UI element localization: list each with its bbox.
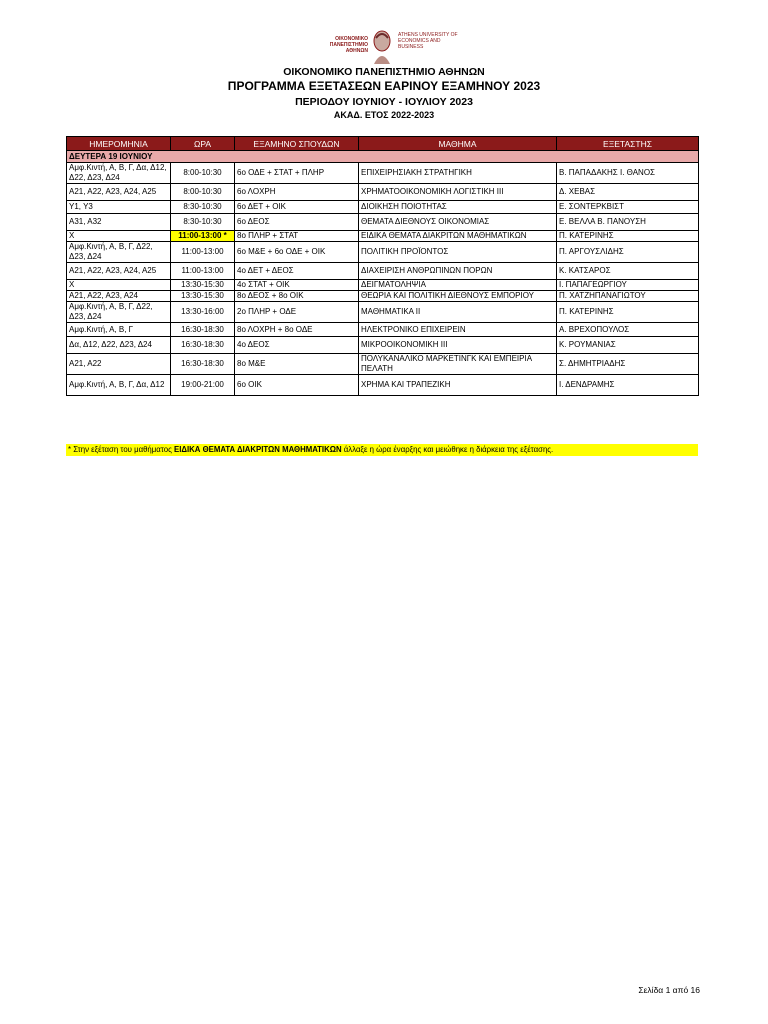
note-suffix: άλλαξε η ώρα έναρξης και μειώθηκε η διάρκεια της εξέτασης.: [341, 445, 554, 454]
rooms-cell: Υ1, Υ3: [67, 201, 171, 214]
rooms-cell: Α21, Α22, Α23, Α24, Α25: [67, 263, 171, 280]
table-row: [67, 291, 699, 302]
examiner-cell: Π. ΚΑΤΕΡΙΝΗΣ: [557, 231, 699, 242]
note-prefix: * Στην εξέταση του μαθήματος: [68, 445, 175, 454]
logo-left-text: ΟΙΚΟΝΟΜΙΚΟ ΠΑΝΕΠΙΣΤΗΜΙΟ ΑΘΗΝΩΝ: [329, 36, 368, 54]
examiner-cell: Π. ΚΑΤΕΡΙΝΗΣ: [557, 302, 699, 323]
time-cell: 11:00-13:00: [171, 242, 235, 263]
rooms-cell: Α21, Α22: [67, 354, 171, 375]
logo-right-text: ATHENS UNIVERSITY OF ECONOMICS AND BUSINESS: [398, 32, 458, 50]
table-header-row: [67, 137, 699, 151]
examiner-cell: Β. ΠΑΠΑΔΑΚΗΣ Ι. ΘΑΝΟΣ: [557, 163, 699, 184]
page-title: ΠΡΟΓΡΑΜΜΑ ΕΞΕΤΑΣΕΩΝ ΕΑΡΙΝΟΥ ΕΞΑΜΗΝΟΥ 2023: [227, 79, 541, 93]
semester-cell: 8ο ΠΛΗΡ + ΣΤΑΤ: [235, 231, 359, 242]
rooms-cell: Αμφ.Κιντή, Α, Β, Γ, Δα, Δ12, Δ22, Δ23, Δ24: [67, 163, 171, 184]
academic-year: ΑΚΑΔ. ΕΤΟΣ 2022-2023: [333, 110, 435, 120]
semester-cell: 6ο Μ&Ε + 6ο ΟΔΕ + ΟΙΚ: [235, 242, 359, 263]
semester-cell: 6ο ΛΟΧΡΗ: [235, 184, 359, 201]
course-cell: ΘΕΜΑΤΑ ΔΙΕΘΝΟΥΣ ΟΙΚΟΝΟΜΙΑΣ: [359, 214, 557, 231]
university-logo: [312, 28, 462, 70]
semester-cell: 6ο ΟΔΕ + ΣΤΑΤ + ΠΛΗΡ: [235, 163, 359, 184]
semester-cell: 4ο ΔΕΤ + ΔΕΟΣ: [235, 263, 359, 280]
time-cell: 8:00-10:30: [171, 163, 235, 184]
course-cell: ΔΙΟΙΚΗΣΗ ΠΟΙΟΤΗΤΑΣ: [359, 201, 557, 214]
column-header: ΕΞΕΤΑΣΤΗΣ: [557, 137, 699, 151]
rooms-cell: Αμφ.Κιντή, Α, Β, Γ, Δα, Δ12: [67, 375, 171, 396]
course-cell: ΘΕΩΡΙΑ ΚΑΙ ΠΟΛΙΤΙΚΗ ΔΙΕΘΝΟΥΣ ΕΜΠΟΡΙΟΥ: [359, 291, 557, 302]
table-row: [67, 337, 699, 354]
time-cell: 11:00-13:00 *: [171, 231, 235, 242]
semester-cell: 2ο ΠΛΗΡ + ΟΔΕ: [235, 302, 359, 323]
course-cell: ΠΟΛΥΚΑΝΑΛΙΚΟ ΜΑΡΚΕΤΙΝΓΚ ΚΑΙ ΕΜΠΕΙΡΙΑ ΠΕΛΑΤΗ: [359, 354, 557, 375]
examiner-cell: Δ. ΧΕΒΑΣ: [557, 184, 699, 201]
examiner-cell: Κ. ΚΑΤΣΑΡΟΣ: [557, 263, 699, 280]
table-row: [67, 214, 699, 231]
semester-cell: 4ο ΔΕΟΣ: [235, 337, 359, 354]
table-row: [67, 201, 699, 214]
table-row: [67, 163, 699, 184]
examiner-cell: Π. ΧΑΤΖΗΠΑΝΑΓΙΩΤΟΥ: [557, 291, 699, 302]
course-cell: ΧΡΗΜΑ ΚΑΙ ΤΡΑΠΕΖΙΚΗ: [359, 375, 557, 396]
table-row: [67, 263, 699, 280]
time-cell: 13:30-15:30: [171, 280, 235, 291]
time-cell: 16:30-18:30: [171, 323, 235, 337]
column-header: ΩΡΑ: [171, 137, 235, 151]
day-label: ΔΕΥΤΕΡΑ 19 ΙΟΥΝΙΟΥ: [67, 151, 699, 163]
page-number: Σελίδα 1 από 16: [638, 985, 700, 995]
time-cell: 19:00-21:00: [171, 375, 235, 396]
examiner-cell: Ι. ΠΑΠΑΓΕΩΡΓΙΟΥ: [557, 280, 699, 291]
course-cell: ΠΟΛΙΤΙΚΗ ΠΡΟΪΟΝΤΟΣ: [359, 242, 557, 263]
course-cell: ΗΛΕΚΤΡΟΝΙΚΟ ΕΠΙΧΕΙΡΕΙΝ: [359, 323, 557, 337]
course-cell: ΧΡΗΜΑΤΟΟΙΚΟΝΟΜΙΚΗ ΛΟΓΙΣΤΙΚΗ ΙΙΙ: [359, 184, 557, 201]
examiner-cell: Ε. ΣΟΝΤΕΡΚΒΙΣΤ: [557, 201, 699, 214]
rooms-cell: Αμφ.Κιντή, Α, Β, Γ, Δ22, Δ23, Δ24: [67, 302, 171, 323]
course-cell: ΜΑΘΗΜΑΤΙΚΑ ΙΙ: [359, 302, 557, 323]
table-row: [67, 302, 699, 323]
course-cell: ΕΠΙΧΕΙΡΗΣΙΑΚΗ ΣΤΡΑΤΗΓΙΚΗ: [359, 163, 557, 184]
day-row: [67, 151, 699, 163]
table-row: [67, 354, 699, 375]
exam-period: ΠΕΡΙΟΔΟΥ ΙΟΥΝΙΟΥ - ΙΟΥΛΙΟΥ 2023: [295, 96, 473, 108]
semester-cell: 6ο ΔΕΟΣ: [235, 214, 359, 231]
rooms-cell: Δα, Δ12, Δ22, Δ23, Δ24: [67, 337, 171, 354]
time-cell: 16:30-18:30: [171, 354, 235, 375]
time-cell: 13:30-16:00: [171, 302, 235, 323]
rooms-cell: Α21, Α22, Α23, Α24, Α25: [67, 184, 171, 201]
examiner-cell: Π. ΑΡΓΟΥΣΛΙΔΗΣ: [557, 242, 699, 263]
table-row: [67, 280, 699, 291]
examiner-cell: Σ. ΔΗΜΗΤΡΙΑΔΗΣ: [557, 354, 699, 375]
note-course: ΕΙΔΙΚΑ ΘΕΜΑΤΑ ΔΙΑΚΡΙΤΩΝ ΜΑΘΗΜΑΤΙΚΩΝ: [174, 445, 342, 454]
rooms-cell: Α21, Α22, Α23, Α24: [67, 291, 171, 302]
table-row: [67, 242, 699, 263]
university-name: ΟΙΚΟΝΟΜΙΚΟ ΠΑΝΕΠΙΣΤΗΜΙΟ ΑΘΗΝΩΝ: [283, 66, 485, 78]
time-cell: 13:30-15:30: [171, 291, 235, 302]
table-row: [67, 375, 699, 396]
course-cell: ΜΙΚΡΟΟΙΚΟΝΟΜΙΚΗ ΙΙΙ: [359, 337, 557, 354]
course-cell: ΔΕΙΓΜΑΤΟΛΗΨΙΑ: [359, 280, 557, 291]
portrait-icon: [370, 28, 394, 64]
rooms-cell: Αμφ.Κιντή, Α, Β, Γ, Δ22, Δ23, Δ24: [67, 242, 171, 263]
time-cell: 8:30-10:30: [171, 214, 235, 231]
table-row: [67, 184, 699, 201]
column-header: ΗΜΕΡΟΜΗΝΙΑ: [67, 137, 171, 151]
examiner-cell: Ι. ΔΕΝΔΡΑΜΗΣ: [557, 375, 699, 396]
schedule-note: [66, 444, 698, 456]
column-header: ΜΑΘΗΜΑ: [359, 137, 557, 151]
time-cell: 16:30-18:30: [171, 337, 235, 354]
rooms-cell: Χ: [67, 280, 171, 291]
rooms-cell: Α31, Α32: [67, 214, 171, 231]
time-cell: 8:30-10:30: [171, 201, 235, 214]
time-cell: 11:00-13:00: [171, 263, 235, 280]
course-cell: ΔΙΑΧΕΙΡΙΣΗ ΑΝΘΡΩΠΙΝΩΝ ΠΟΡΩΝ: [359, 263, 557, 280]
course-cell: ΕΙΔΙΚΑ ΘΕΜΑΤΑ ΔΙΑΚΡΙΤΩΝ ΜΑΘΗΜΑΤΙΚΩΝ: [359, 231, 557, 242]
table-row: [67, 231, 699, 242]
table-row: [67, 323, 699, 337]
semester-cell: 8ο ΔΕΟΣ + 8ο ΟΙΚ: [235, 291, 359, 302]
time-cell: 8:00-10:30: [171, 184, 235, 201]
semester-cell: 8ο Μ&Ε: [235, 354, 359, 375]
semester-cell: 4ο ΣΤΑΤ + ΟΙΚ: [235, 280, 359, 291]
semester-cell: 6ο ΟΙΚ: [235, 375, 359, 396]
examiner-cell: Κ. ΡΟΥΜΑΝΙΑΣ: [557, 337, 699, 354]
semester-cell: 8ο ΛΟΧΡΗ + 8ο ΟΔΕ: [235, 323, 359, 337]
column-header: ΕΞΑΜΗΝΟ ΣΠΟΥΔΩΝ: [235, 137, 359, 151]
exam-schedule-table: [66, 136, 699, 396]
rooms-cell: Αμφ.Κιντή, Α, Β, Γ: [67, 323, 171, 337]
examiner-cell: Α. ΒΡΕΧΟΠΟΥΛΟΣ: [557, 323, 699, 337]
semester-cell: 6ο ΔΕΤ + ΟΙΚ: [235, 201, 359, 214]
rooms-cell: Χ: [67, 231, 171, 242]
examiner-cell: Ε. ΒΕΛΛΑ Β. ΠΑΝΟΥΣΗ: [557, 214, 699, 231]
